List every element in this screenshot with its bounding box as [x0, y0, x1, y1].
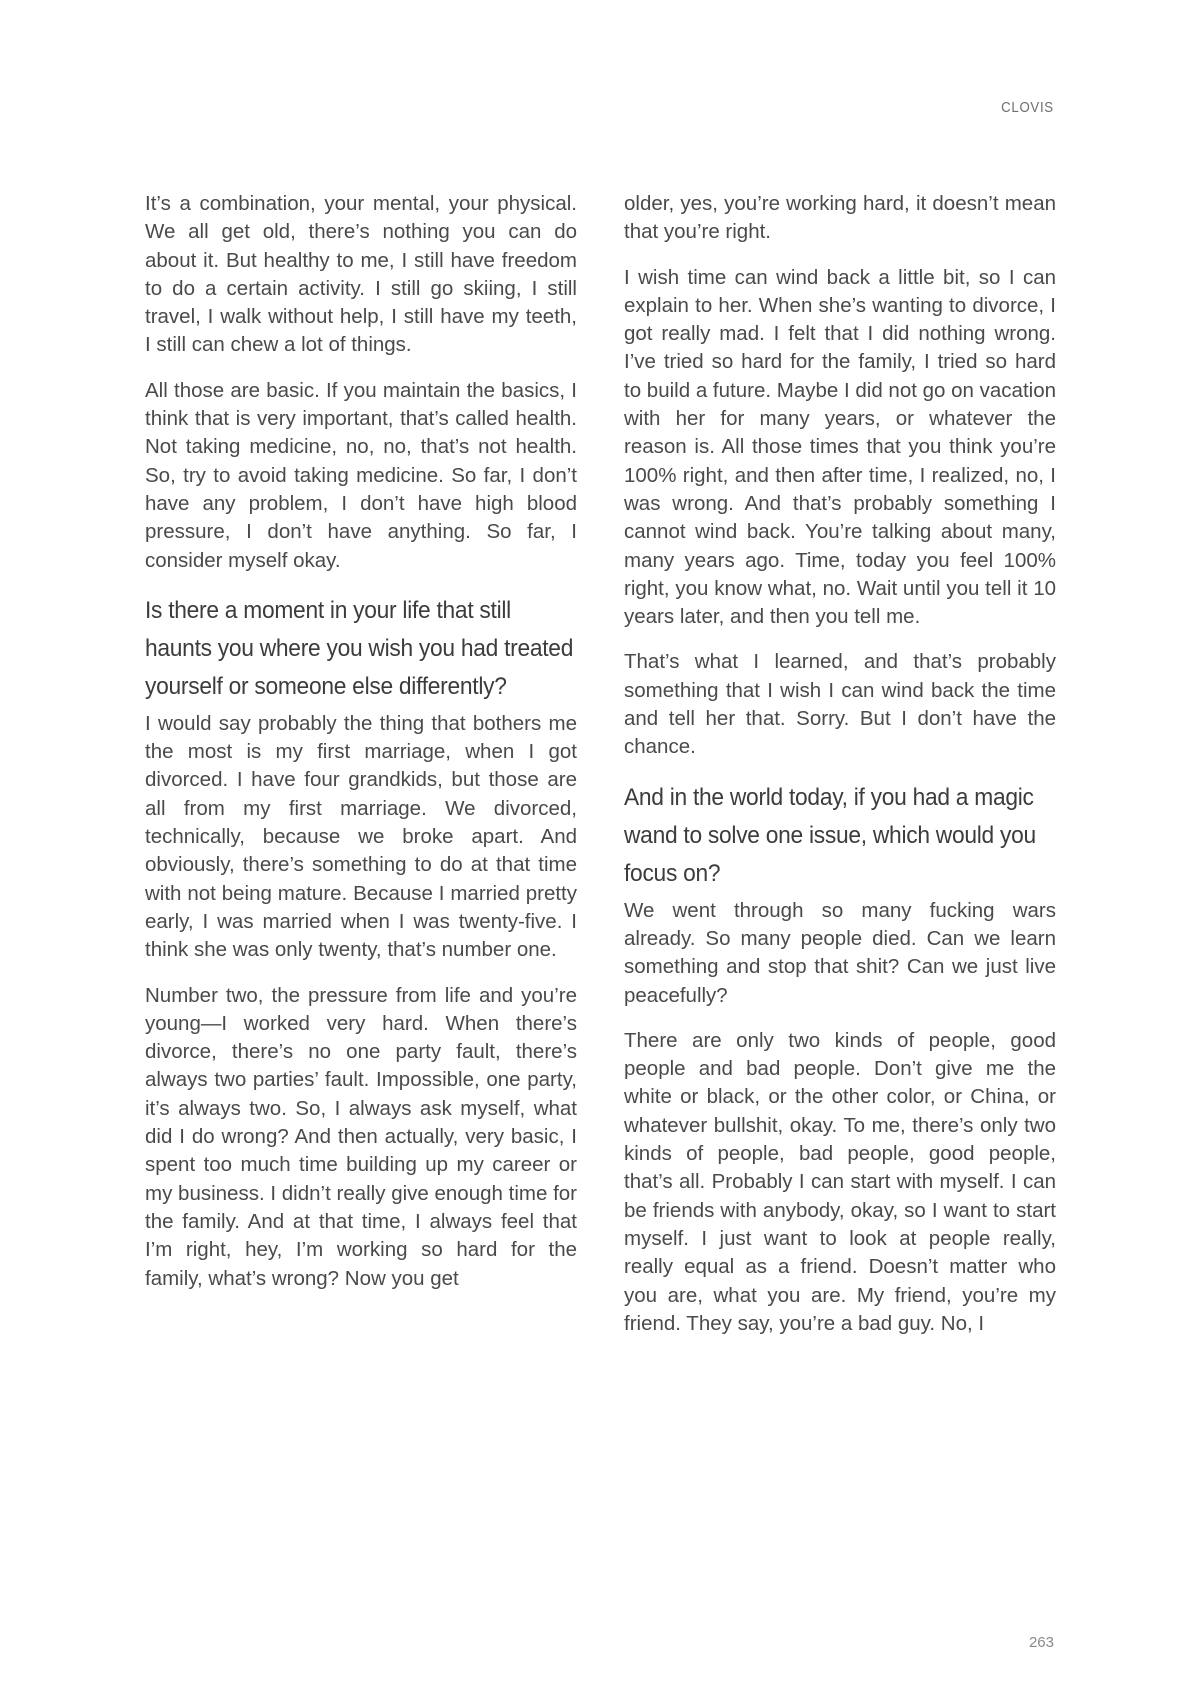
interview-question-heading: Is there a moment in your life that still haunts you where you wish you had treated yourself or someone else differently? — [145, 596, 574, 700]
body-paragraph: Number two, the pressure from life and you’re young—I worked very hard. When there’s divorce, there’s no one party fault, there’s always two parties’ fault. Impossible, one party, it’s always two. So, I always ask myself, what did I do wrong? And then actually, very basic, I spent too much time building up my career or my business. I didn’t really give enough time for the family. And at that time, I always feel that I’m right, hey, I’m working so hard for the family, what’s wrong? Now you get — [145, 983, 577, 1290]
body-paragraph: It’s a combination, your mental, your physical. We all get old, there’s nothing you can do about it. But healthy to me, I still have freedom to do a certain activity. I still go skiing, I still travel, I walk without help, I still have my teeth, I still can chew a lot of things. — [145, 192, 577, 357]
running-header-title: CLOVIS — [1001, 99, 1054, 116]
body-paragraph: I would say probably the thing that bothers me the most is my first marriage, when I got divorced. I have four grandkids, but those are all from my first marriage. We divorced, technically, because we broke apart. And obviously, there’s something to do at that time with not being mature. Because I married pretty early, I was married when I was twenty-five. I think she was only twenty, that’s number one. — [145, 711, 577, 962]
right-column — [624, 190, 1056, 1355]
page-number: 263 — [1028, 1634, 1054, 1651]
body-paragraph: All those are basic. If you maintain the basics, I think that is very important, that’s called health. Not taking medicine, no, no, that’s not health. So, try to avoid taking medicine. So far, I don’t have any problem, I don’t have high blood pressure, I don’t have anything. So far, I consider myself okay. — [145, 378, 577, 572]
left-column — [145, 190, 577, 1310]
interview-question-heading: And in the world today, if you had a magic wand to solve one issue, which would you focus on? — [624, 783, 1036, 887]
body-paragraph: older, yes, you’re working hard, it doesn’t mean that you’re right. — [624, 192, 1056, 244]
body-paragraph: There are only two kinds of people, good people and bad people. Don’t give me the white or black, or the other color, or China, or whatever bullshit, okay. To me, there’s only two kinds of people, bad people, good people, that’s all. Probably I can start with myself. I can be friends with anybody, okay, so I want to start myself. I just want to look at people really, really equal as a friend. Doesn’t matter who you are, what you are. My friend, you’re my friend. They say, you’re a bad guy. No, I — [624, 1028, 1056, 1335]
body-paragraph: We went through so many fucking wars already. So many people died. Can we learn something and stop that shit? Can we just live peacefully? — [624, 898, 1056, 1007]
body-paragraph: That’s what I learned, and that’s probably something that I wish I can wind back the time and tell her that. Sorry. But I don’t have the chance. — [624, 650, 1056, 759]
body-paragraph: I wish time can wind back a little bit, so I can explain to her. When she’s wanting to divorce, I got really mad. I felt that I did nothing wrong. I’ve tried so hard for the family, I tried so hard to build a future. Maybe I did not go on vacation with her for many years, or whatever the reason is. All those times that you think you’re 100% right, and then after time, I realized, no, I was wrong. And that’s probably something I cannot wind back. You’re talking about many, many years ago. Time, today you feel 100% right, you know what, no. Wait until you tell it 10 years later, and then you tell me. — [624, 265, 1056, 629]
